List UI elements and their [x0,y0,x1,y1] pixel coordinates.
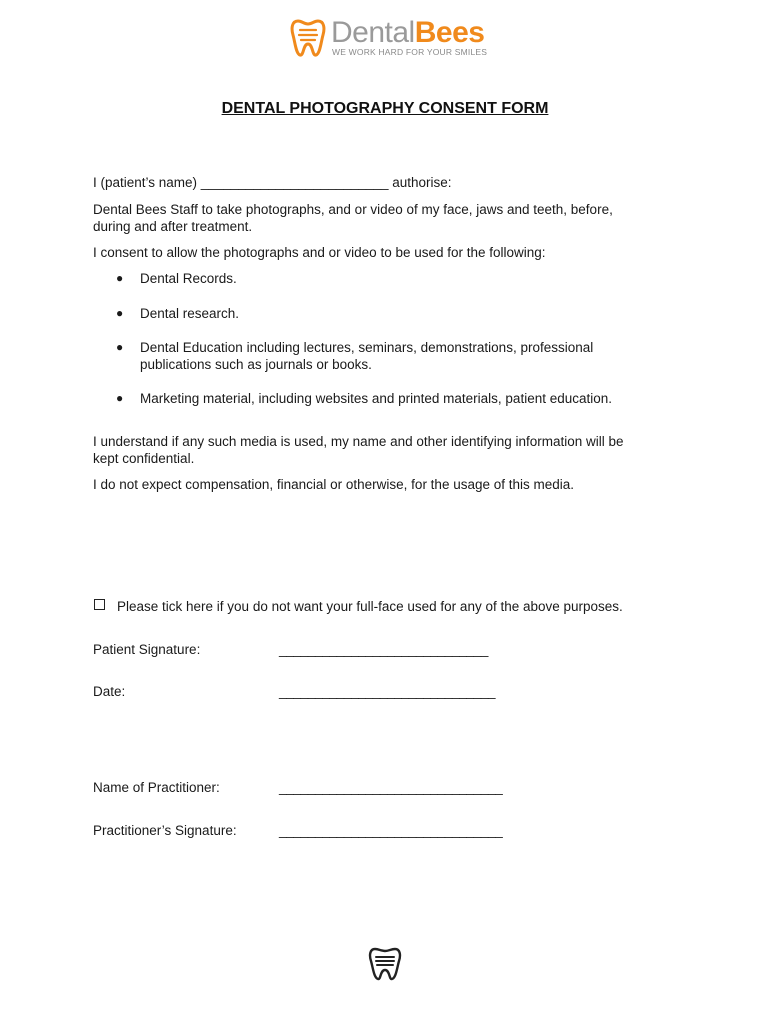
staff-consent-line-2: during and after treatment. [93,219,253,234]
fullface-checkbox[interactable] [94,599,105,610]
brand-logo [290,18,490,62]
confidentiality-line-2: kept confidential. [93,451,195,466]
patient-name-line: I (patient’s name) _________________________ authorise: [93,175,452,190]
bullet-marker: ● [116,271,124,285]
list-item-continued: publications such as journals or books. [140,357,372,372]
practitioner-signature-label: Practitioner’s Signature: [93,823,237,838]
date-label: Date: [93,684,126,699]
date-field[interactable]: ______________________________ [279,684,496,699]
confidentiality-line-1: I understand if any such media is used, my name and other identifying information will be [93,434,624,449]
bullet-marker: ● [116,391,124,405]
tooth-icon [368,946,402,982]
compensation-line: I do not expect compensation, financial or otherwise, for the usage of this media. [93,477,575,492]
practitioner-name-label: Name of Practitioner: [93,780,220,795]
list-item: Dental Education including lectures, seminars, demonstrations, professional [140,340,594,355]
fullface-checkbox-label: Please tick here if you do not want your full-face used for any of the above purposes. [117,599,623,614]
patient-signature-field[interactable]: _____________________________ [279,642,489,657]
list-item: Dental Records. [140,271,237,286]
list-item: Dental research. [140,306,240,321]
practitioner-signature-field[interactable]: _______________________________ [279,823,503,838]
logo-tagline: WE WORK HARD FOR YOUR SMILES [332,47,488,57]
staff-consent-line-1: Dental Bees Staff to take photographs, and or video of my face, jaws and teeth, before, [93,202,613,217]
list-item: Marketing material, including websites and printed materials, patient education. [140,391,613,406]
usage-consent-line: I consent to allow the photographs and or video to be used for the following: [93,245,546,260]
bullet-marker: ● [116,340,124,354]
page-title: DENTAL PHOTOGRAPHY CONSENT FORM [221,100,549,117]
practitioner-name-field[interactable]: _______________________________ [279,780,503,795]
patient-signature-label: Patient Signature: [93,642,201,657]
logo-wordmark: DentalBees [331,16,485,49]
tooth-icon [290,18,326,58]
bullet-marker: ● [116,306,124,320]
